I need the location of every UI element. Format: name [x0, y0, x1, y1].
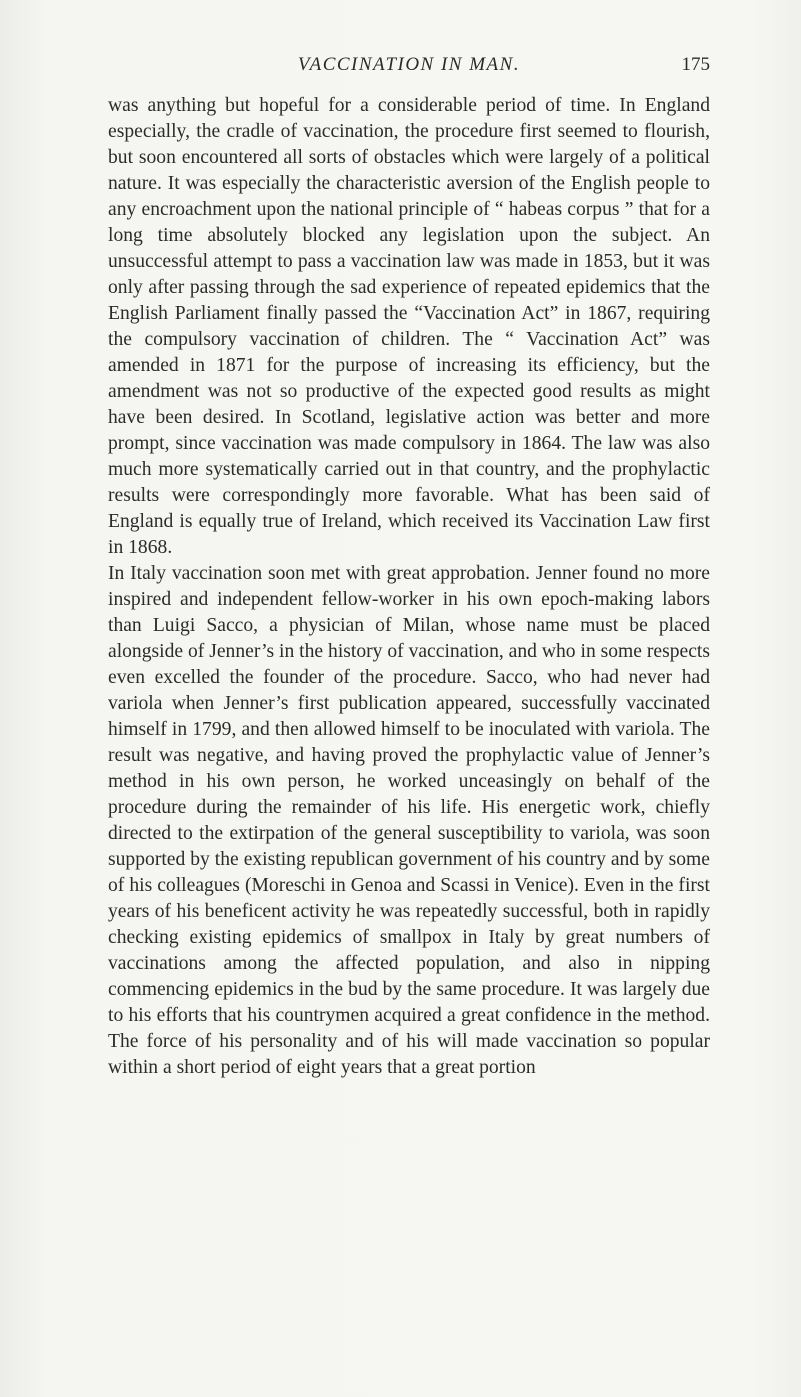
paragraph: In Italy vaccination soon met with great approbation. Jenner found no more inspired and independent fellow-worker in his own epoch-making labors than Luigi Sacco, a physician of Milan, whose name must be placed alongside of Jenner’s in the history of vaccination, and who in some respects even excelled the founder of the procedure. Sacco, who had never had variola when Jenner’s first publication appeared, successfully vaccinated himself in 1799, and then allowed himself to be inoculated with variola. The result was negative, and having proved the prophylactic value of Jenner’s method in his own person, he worked unceasingly on behalf of the procedure during the remainder of his life. His energetic work, chiefly directed to the extirpation of the general susceptibility to variola, was soon supported by the existing republican government of his country and by some of his colleagues (Moreschi in Genoa and Scassi in Venice). Even in the first years of his beneficent activity he was repeatedly successful, both in rapidly checking existing epidemics of smallpox in Italy by great numbers of vaccinations among the affected population, and also in nipping commencing epidemics in the bud by the same procedure. It was largely due to his efforts that his countrymen acquired a great confidence in the method. The force of his personality and of his will made vaccination so popular within a short period of eight years that a great portion	[108, 563, 711, 1078]
body-text	[108, 93, 710, 1081]
running-title: VACCINATION IN MAN.	[297, 54, 521, 75]
page-number: 175	[681, 54, 710, 75]
page-header	[108, 54, 710, 84]
paragraph: was anything but hopeful for a considerable period of time. In England especially, the cradle of vaccination, the procedure first seemed to flourish, but soon encountered all sorts of obstacles which were largely of a political nature. It was especially the characteristic aversion of the English people to any encroachment upon the national principle of “ habeas corpus ” that for a long time absolutely blocked any legislation upon the subject. An unsuccessful attempt to pass a vaccination law was made in 1853, but it was only after passing through the sad experience of repeated epidemics that the English Parliament finally passed the “Vaccination Act” in 1867, requiring the compulsory vaccination of children. The “ Vaccination Act” was amended in 1871 for the purpose of increasing its efficiency, but the amendment was not so productive of the expected good results as might have been desired. In Scotland, legislative action was better and more prompt, since vaccination was made compulsory in 1864. The law was also much more systematically carried out in that country, and the prophylactic results were correspondingly more favorable. What has been said of England is equally true of Ireland, which received its Vaccination Law first in 1868.	[108, 95, 710, 558]
